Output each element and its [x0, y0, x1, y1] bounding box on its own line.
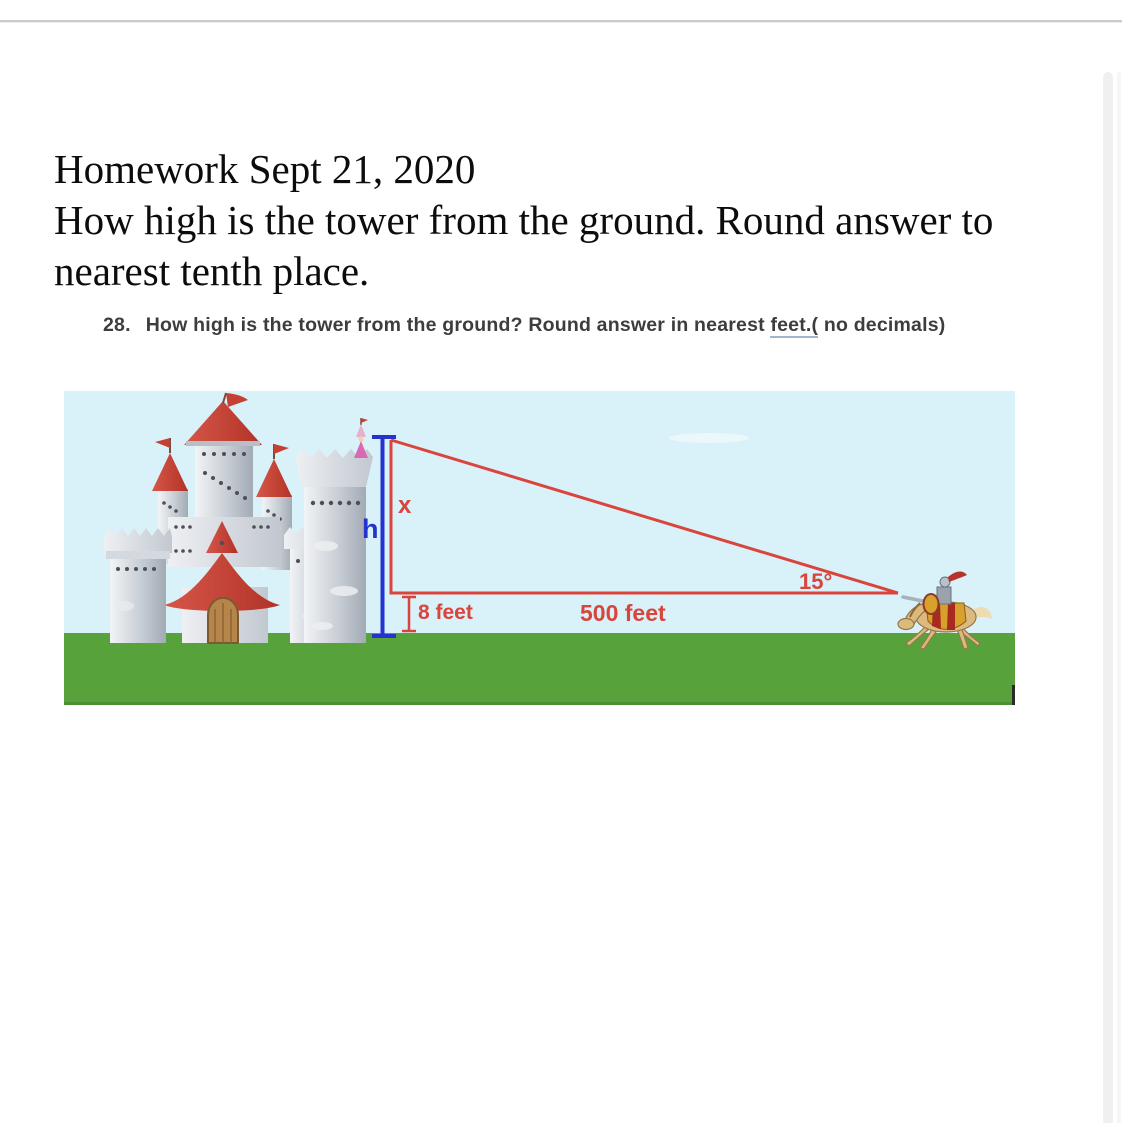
- title-line-1: Homework Sept 21, 2020: [54, 146, 476, 192]
- knight-shield: [924, 594, 939, 614]
- text-caret: [1012, 685, 1015, 705]
- sky-smudge: [669, 433, 749, 443]
- problem-number: 28.: [103, 314, 131, 336]
- castle-far-left-tower: [104, 528, 172, 643]
- castle-diagram-svg: [64, 391, 1015, 705]
- top-divider-line: [0, 20, 1122, 22]
- title-line-3: nearest tenth place.: [54, 248, 370, 294]
- label-500-feet: 500 feet: [580, 600, 666, 626]
- underlined-feet: feet.(: [770, 314, 819, 336]
- scrollbar-edge: [1117, 72, 1121, 1123]
- label-angle-15: 15°: [799, 569, 833, 594]
- label-x: x: [398, 492, 412, 519]
- title-line-2: How high is the tower from the ground. Round answer to: [54, 197, 994, 243]
- problem-statement: [103, 314, 945, 337]
- grass: [64, 633, 1015, 705]
- homework-title: [54, 144, 1074, 297]
- grass-bottom-edge: [64, 702, 1015, 705]
- castle-big-tower: [295, 449, 373, 643]
- vertical-scrollbar[interactable]: [1103, 72, 1113, 1123]
- label-h: h: [362, 514, 379, 544]
- castle-figure: [64, 391, 1015, 705]
- label-8-feet: 8 feet: [418, 601, 473, 624]
- problem-text: How high is the tower from the ground? Round answer in nearest feet.( no decimals): [145, 314, 946, 336]
